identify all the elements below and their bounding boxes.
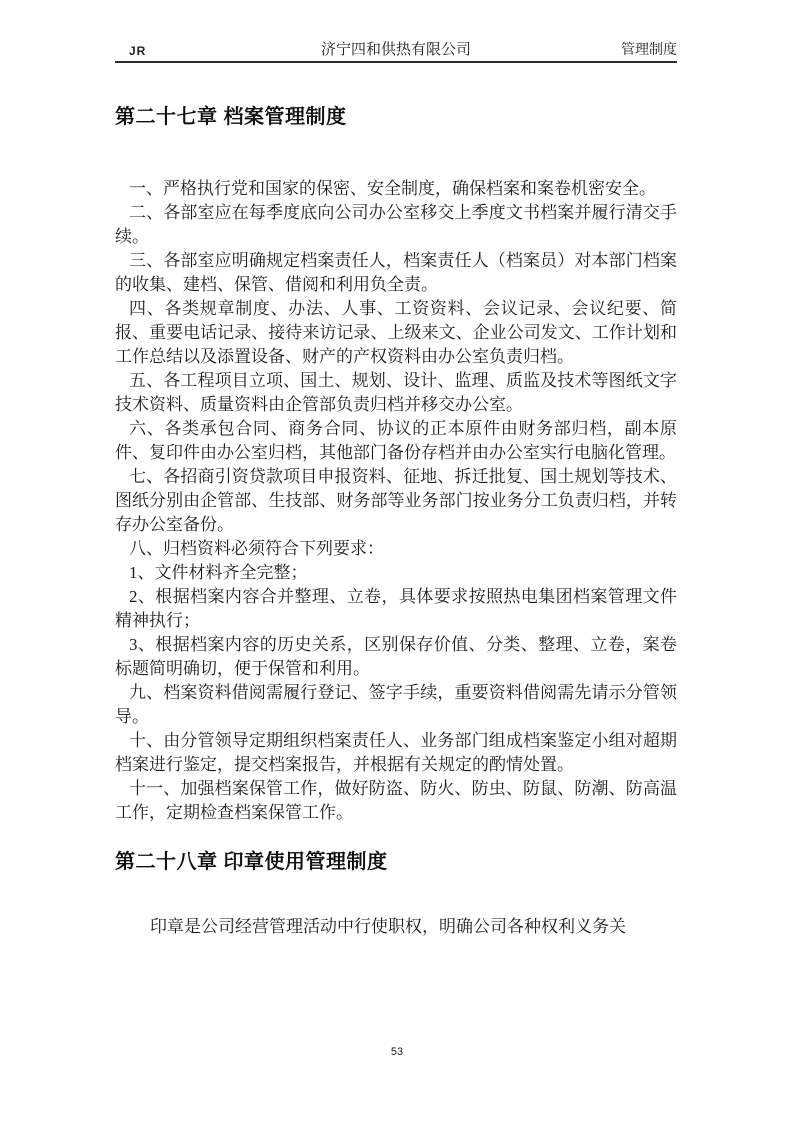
chapter-27-item-2: 二、各部室应在每季度底向公司办公室移交上季度文书档案并履行清交手续。 — [115, 203, 677, 246]
chapter-27-item-1: 一、严格执行党和国家的保密、安全制度，确保档案和案卷机密安全。 — [129, 179, 656, 198]
chapter-27-subitem-1: 1、文件材料齐全完整； — [129, 563, 308, 582]
chapter-27-item-11: 十一、加强档案保管工作，做好防盗、防火、防虫、防鼠、防潮、防高温工作，定期检查档案保管工作。 — [115, 779, 677, 822]
chapter-27-item-4: 四、各类规章制度、办法、人事、工资资料、会议记录、会议纪要、简报、重要电话记录、接待来访记录、上级来文、企业公司发文、工作计划和工作总结以及添置设备、财产的产权资料由办公室负责归档。 — [115, 299, 677, 366]
chapter-27-item-10: 十、由分管领导定期组织档案责任人、业务部门组成档案鉴定小组对超期档案进行鉴定，提交档案报告，并根据有关规定的酌情处置。 — [115, 731, 677, 774]
chapter-27-title: 第二十七章 档案管理制度 — [115, 106, 347, 128]
document-body — [115, 0, 677, 939]
header-logo: JR — [129, 44, 147, 58]
chapter-27-item-8: 八、归档资料必须符合下列要求： — [129, 539, 384, 558]
chapter-27-item-3: 三、各部室应明确规定档案责任人，档案责任人（档案员）对本部门档案的收集、建档、保管、借阅和利用负全责。 — [115, 251, 677, 294]
chapter-27-item-7: 七、各招商引资贷款项目申报资料、征地、拆迁批复、国土规划等技术、图纸分别由企管部、生技部、财务部等业务部门按业务分工负责归档，并转存办公室备份。 — [115, 467, 677, 534]
chapter-28-intro: 印章是公司经营管理活动中行使职权，明确公司各种权利义务关 — [150, 917, 626, 936]
chapter-27-item-9: 九、档案资料借阅需履行登记、签字手续，重要资料借阅需先请示分管领导。 — [115, 683, 677, 726]
chapter-28-title: 第二十八章 印章使用管理制度 — [115, 851, 388, 873]
chapter-27-subitem-3: 3、根据档案内容的历史关系，区别保存价值、分类、整理、立卷，案卷标题简明确切，便于保管和利用。 — [115, 635, 677, 678]
page-footer — [0, 1046, 794, 1058]
page-number: 53 — [390, 1046, 404, 1058]
header-doc-label: 管理制度 — [621, 43, 677, 58]
chapter-27-item-6: 六、各类承包合同、商务合同、协议的正本原件由财务部归档，副本原件、复印件由办公室归档，其他部门备份存档并由办公室实行电脑化管理。 — [115, 419, 677, 462]
chapter-27-item-5: 五、各工程项目立项、国土、规划、设计、监理、质监及技术等图纸文字技术资料、质量资料由企管部负责归档并移交办公室。 — [115, 371, 677, 414]
header-company-name: 济宁四和供热有限公司 — [320, 42, 472, 58]
chapter-27-subitem-2: 2、根据档案内容合并整理、立卷，具体要求按照热电集团档案管理文件精神执行； — [115, 587, 677, 630]
